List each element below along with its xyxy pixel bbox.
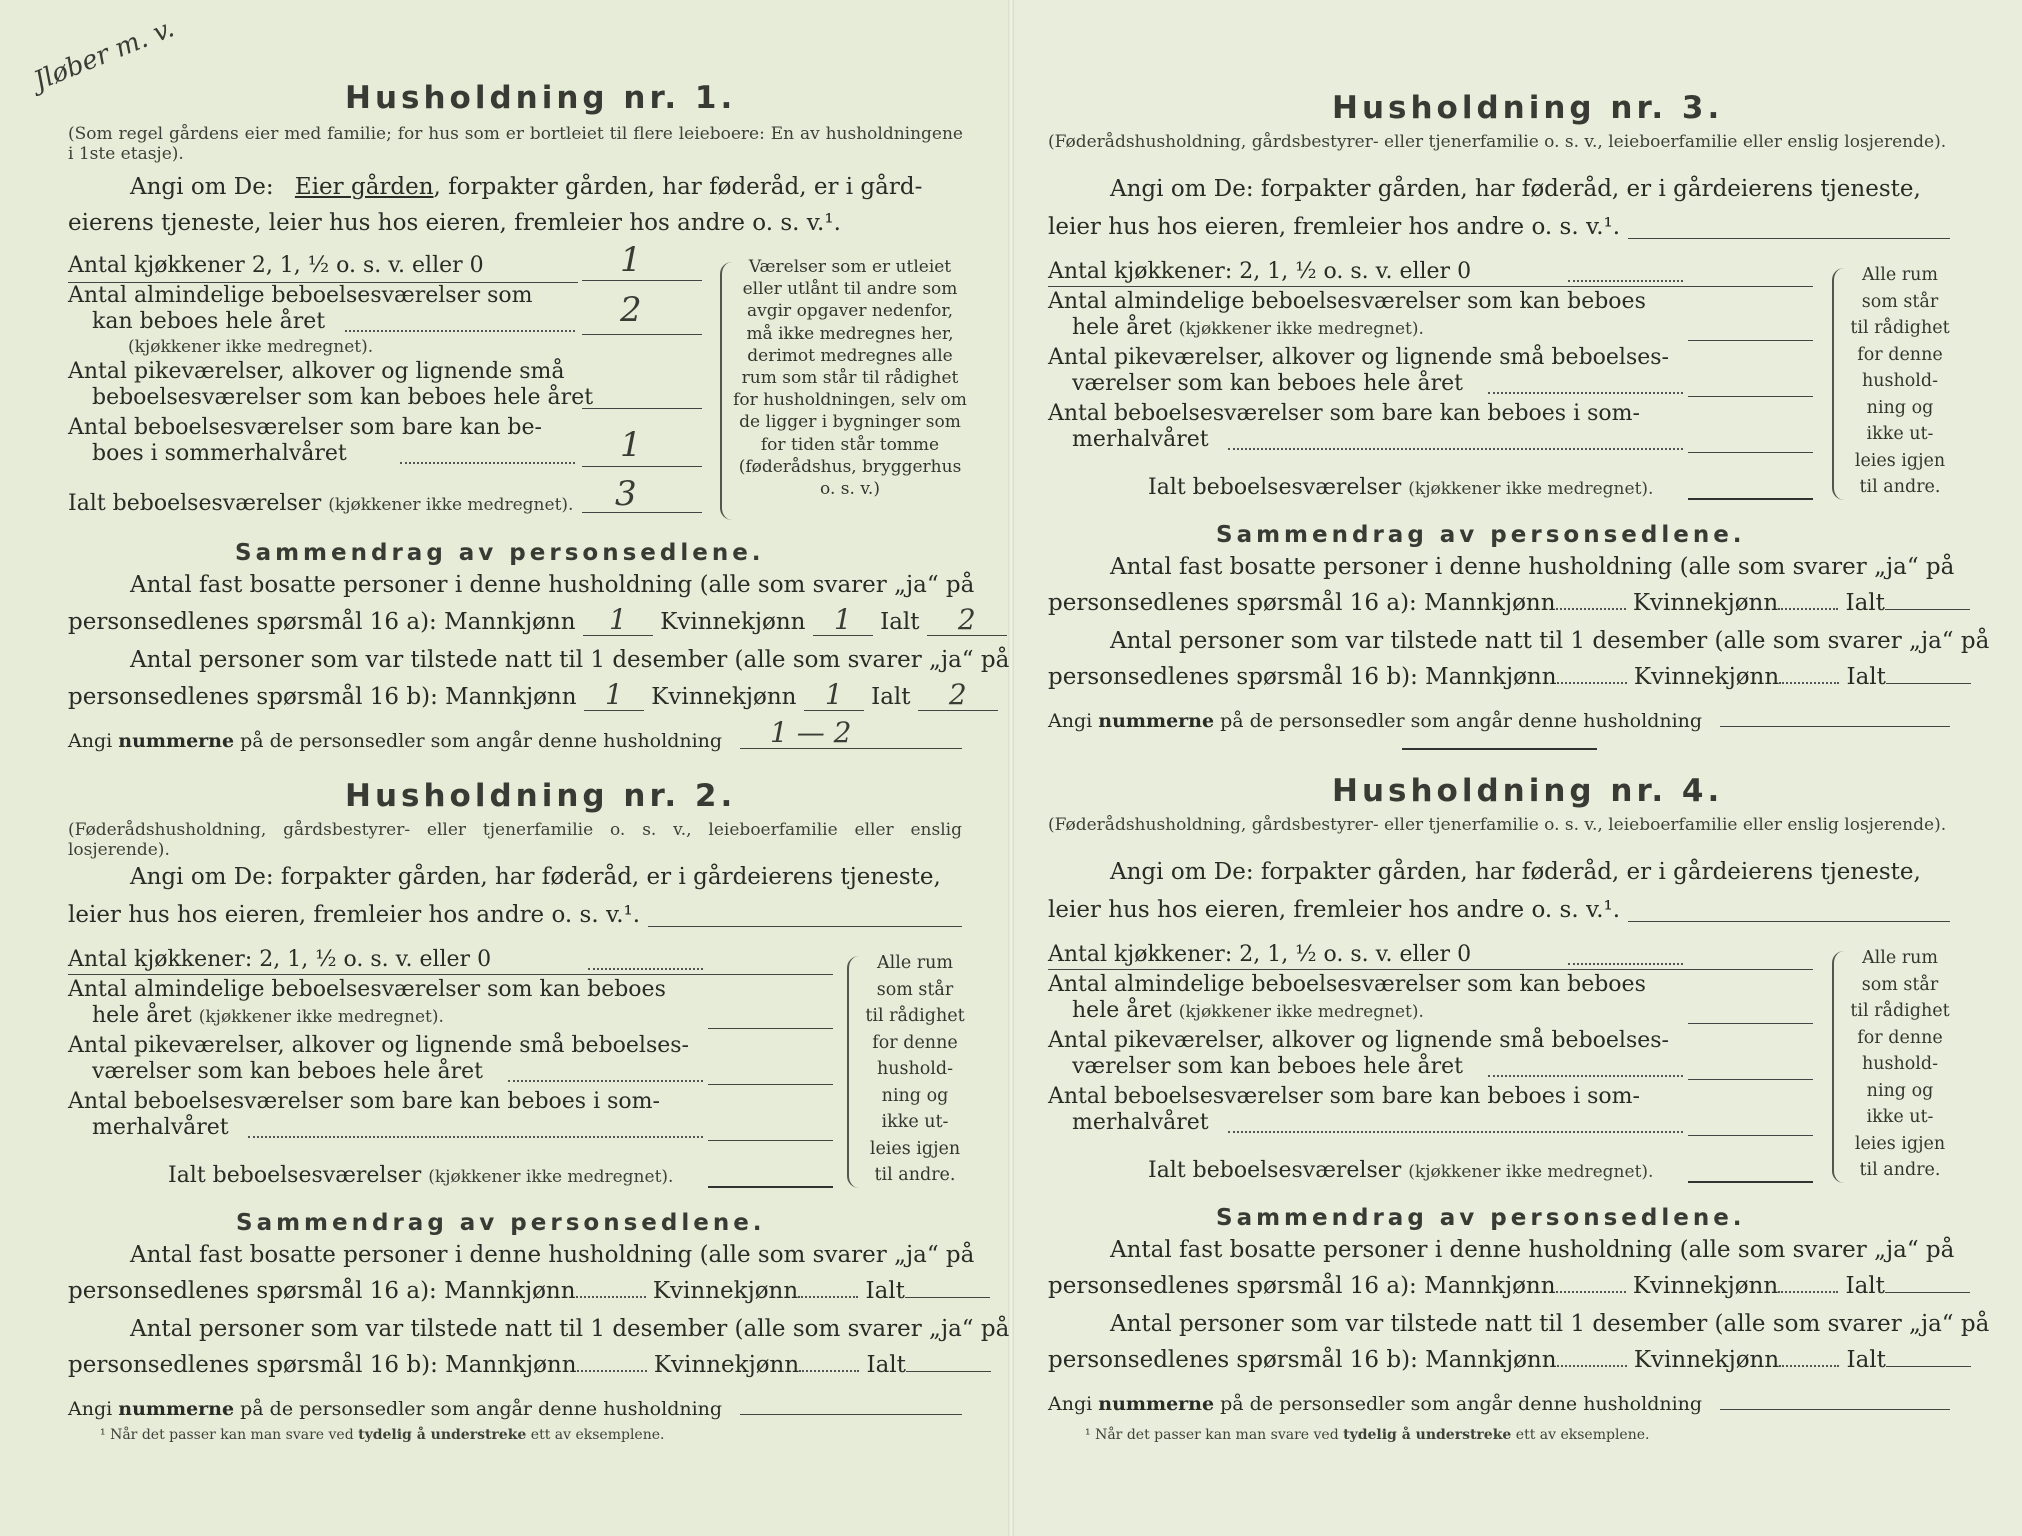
- h3-sammendrag: Sammendrag av personsedlene.: [1216, 522, 1746, 548]
- h2-pike-line: [708, 1084, 833, 1085]
- h1-title: Husholdning nr. 1.: [345, 80, 737, 116]
- h1-note-brace: [720, 262, 732, 520]
- h4-intro: (Føderådshusholdning, gårdsbestyrer- eller tjenerfamilie o. s. v., leieboerfamilie eller enslig losjerende).: [1048, 815, 1947, 835]
- h3-alm-3: (kjøkkener ikke medregnet).: [1178, 319, 1424, 339]
- h1-sammendrag: Sammendrag av personsedlene.: [235, 540, 765, 566]
- h1-fast-1: Antal fast bosatte personer i denne husholdning (alle som svarer „ja“ på: [130, 572, 975, 598]
- h3-room-note: Alle rum som står til rådighet for denne hushold- ning og ikke ut- leies igjen til andre.: [1850, 265, 1950, 497]
- h1-ialt-line: [582, 512, 702, 513]
- h2-alm-2-text: hele året: [92, 1003, 192, 1028]
- h3-kjokken: Antal kjøkkener: 2, 1, ½ o. s. v. eller 0: [1048, 259, 1472, 284]
- h4-ialt-text: Ialt beboelsesværelser: [1148, 1158, 1402, 1183]
- h2-pike-1: Antal pikeværelser, alkover og lignende små beboelses-: [68, 1033, 689, 1058]
- h4-ialt: [1148, 1157, 1653, 1185]
- h2-til-1: Antal personer som var tilstede natt til 1 desember (alle som svarer „ja“ på: [130, 1316, 1010, 1342]
- h1-til-mann: 1: [584, 680, 644, 711]
- h4-nummer-pre: Angi: [1048, 1393, 1093, 1415]
- h4-sommer-2: merhalvåret: [1072, 1110, 1209, 1135]
- section-separator: [1402, 748, 1597, 750]
- h1-intro: (Som regel gårdens eier med familie; for hus som er bortleiet til flere leieboere: En av husholdningene i 1ste etasje).: [68, 124, 963, 164]
- h3-title: Husholdning nr. 3.: [1332, 90, 1724, 126]
- h4-ialt-line: [1688, 1181, 1813, 1183]
- h3-til-ialt: Ialt: [1846, 664, 1886, 690]
- h3-fast-kvinne: Kvinnekjønn: [1632, 590, 1779, 616]
- h4-nummer: [1048, 1390, 1702, 1418]
- h4-til-kvinne: Kvinnekjønn: [1633, 1347, 1780, 1373]
- h2-alm-3: (kjøkkener ikke medregnet).: [198, 1007, 444, 1027]
- h2-ialt-text: Ialt beboelsesværelser: [168, 1163, 422, 1188]
- h3-kjokken-underline: [1048, 286, 1813, 287]
- h4-pike-dots: [1488, 1075, 1683, 1077]
- h2-til-ialt: Ialt: [866, 1352, 906, 1378]
- h3-angi-1: Angi om De: forpakter gården, har føderåd, er i gårdeierens tjeneste,: [1110, 176, 1921, 202]
- h1-angi-line2: eierens tjeneste, leier hus hos eieren, fremleier hos andre o. s. v.¹.: [68, 210, 841, 236]
- h1-nummer-pre: Angi: [68, 730, 113, 752]
- footnote-right: [1085, 1427, 1649, 1443]
- h1-sommer-dots: [400, 462, 575, 464]
- h4-pike-line: [1688, 1079, 1813, 1080]
- h2-angi-1: Angi om De: forpakter gården, har føderåd, er i gårdeierens tjeneste,: [130, 864, 941, 890]
- h1-angi-line1: [130, 172, 922, 202]
- h4-sommer-line: [1688, 1135, 1813, 1136]
- h1-alm-1: Antal almindelige beboelsesværelser som: [68, 283, 533, 308]
- h1-alm-value: 2: [620, 290, 642, 330]
- h2-nummer-rest: på de personsedler som angår denne husholdning: [240, 1398, 723, 1420]
- h1-pike-line: [582, 408, 702, 409]
- h2-kjokken: Antal kjøkkener: 2, 1, ½ o. s. v. eller 0: [68, 947, 492, 972]
- h1-sommer-value: 1: [620, 425, 642, 465]
- h3-fast-label: personsedlenes spørsmål 16 a): Mannkjønn: [1048, 590, 1556, 616]
- h1-nummer-rest: på de personsedler som angår denne husholdning: [240, 730, 723, 752]
- h2-til-label: personsedlenes spørsmål 16 b): Mannkjønn: [68, 1352, 577, 1378]
- h2-sommer-dots: [248, 1136, 703, 1138]
- footnote-left-num: ¹: [100, 1427, 106, 1443]
- h2-til-2: [68, 1350, 991, 1380]
- h4-angi-1: Angi om De: forpakter gården, har føderåd, er i gårdeierens tjeneste,: [1110, 859, 1921, 885]
- h2-room-note: Alle rum som står til rådighet for denne hushold- ning og ikke ut- leies igjen til andre.: [865, 953, 965, 1185]
- footnote-left: [100, 1427, 664, 1443]
- h4-til-ialt: Ialt: [1846, 1347, 1886, 1373]
- h3-nummer: [1048, 707, 1702, 735]
- h1-fast-ialt: 2: [927, 605, 1007, 636]
- h4-note-brace: [1832, 951, 1844, 1183]
- h1-ialt-label: [68, 490, 573, 518]
- h2-alm-line: [708, 1028, 833, 1029]
- h2-note-brace: [847, 956, 859, 1188]
- h1-til-2: [68, 680, 998, 712]
- h2-fast-label: personsedlenes spørsmål 16 a): Mannkjønn: [68, 1278, 576, 1304]
- h4-nummer-bold: nummerne: [1098, 1393, 1215, 1415]
- h2-angi-2: leier hus hos eieren, fremleier hos andre o. s. v.¹.: [68, 902, 641, 928]
- h1-alm-dots: [345, 330, 575, 332]
- h4-kjokken: Antal kjøkkener: 2, 1, ½ o. s. v. eller 0: [1048, 942, 1472, 967]
- h4-fast-kvinne: Kvinnekjønn: [1632, 1273, 1779, 1299]
- h3-pike-1: Antal pikeværelser, alkover og lignende små beboelses-: [1048, 345, 1669, 370]
- h4-til-1: Antal personer som var tilstede natt til 1 desember (alle som svarer „ja“ på: [1110, 1311, 1990, 1337]
- h3-pike-dots: [1488, 392, 1683, 394]
- h4-fast-label: personsedlenes spørsmål 16 a): Mannkjønn: [1048, 1273, 1556, 1299]
- h4-kjokken-dots: [1568, 963, 1683, 965]
- h2-ialt-sub: (kjøkkener ikke medregnet).: [428, 1167, 674, 1187]
- h3-pike-line: [1688, 396, 1813, 397]
- h2-kjokken-dots: [588, 968, 703, 970]
- h2-pike-dots: [508, 1080, 703, 1082]
- h1-angi-label: Angi om De:: [130, 174, 274, 200]
- h2-sommer-line: [708, 1140, 833, 1141]
- h4-title: Husholdning nr. 4.: [1332, 773, 1724, 809]
- h1-sommer-1: Antal beboelsesværelser som bare kan be-: [68, 415, 542, 440]
- h4-nummer-rest: på de personsedler som angår denne husholdning: [1220, 1393, 1703, 1415]
- h3-ialt-line: [1688, 498, 1813, 500]
- h2-alm-2: [92, 1002, 444, 1030]
- h1-til-kvinne: 1: [804, 680, 864, 711]
- h3-pike-2: værelser som kan beboes hele året: [1072, 371, 1463, 396]
- h4-alm-2: [1072, 997, 1424, 1025]
- h3-intro: (Føderådshusholdning, gårdsbestyrer- eller tjenerfamilie o. s. v., leieboerfamilie eller enslig losjerende).: [1048, 132, 1947, 152]
- h4-sammendrag: Sammendrag av personsedlene.: [1216, 1205, 1746, 1231]
- h1-angi-choice: Eier gården: [294, 174, 434, 200]
- h4-til-2: [1048, 1345, 1971, 1375]
- h2-ialt-line: [708, 1186, 833, 1188]
- h3-kjokken-dots: [1568, 280, 1683, 282]
- h4-sommer-dots: [1228, 1131, 1683, 1133]
- h4-fast-ialt: Ialt: [1845, 1273, 1885, 1299]
- footnote-left-pre: Når det passer kan man svare ved: [110, 1427, 354, 1443]
- h2-sommer-1: Antal beboelsesværelser som bare kan beboes i som-: [68, 1089, 660, 1114]
- h1-sommer-line: [582, 466, 702, 467]
- h1-kjokken-line: [582, 280, 702, 281]
- h1-sommer-2: boes i sommerhalvåret: [92, 441, 347, 466]
- h3-til-2: [1048, 662, 1971, 692]
- h2-fast-ialt: Ialt: [865, 1278, 905, 1304]
- h3-alm-2-text: hele året: [1072, 315, 1172, 340]
- h4-ialt-sub: (kjøkkener ikke medregnet).: [1408, 1162, 1654, 1182]
- h4-room-note: Alle rum som står til rådighet for denne hushold- ning og ikke ut- leies igjen til andre.: [1850, 948, 1950, 1180]
- h1-ialt-sub: (kjøkkener ikke medregnet).: [328, 495, 574, 515]
- h1-alm-3: (kjøkkener ikke medregnet).: [128, 337, 374, 357]
- footnote-right-rest: ett av eksemplene.: [1515, 1427, 1650, 1443]
- h3-sommer-dots: [1228, 448, 1683, 450]
- h2-fast-2: [68, 1276, 990, 1306]
- h4-sommer-1: Antal beboelsesværelser som bare kan beboes i som-: [1048, 1084, 1640, 1109]
- h2-fast-kvinne: Kvinnekjønn: [652, 1278, 799, 1304]
- h2-alm-1: Antal almindelige beboelsesværelser som kan beboes: [68, 977, 666, 1002]
- h4-nummer-line: [1720, 1409, 1950, 1410]
- h3-sommer-2: merhalvåret: [1072, 427, 1209, 452]
- h4-angi-line: [1628, 921, 1950, 922]
- h2-ialt: [168, 1162, 673, 1190]
- h3-ialt-sub: (kjøkkener ikke medregnet).: [1408, 479, 1654, 499]
- h2-title: Husholdning nr. 2.: [345, 778, 737, 814]
- h1-fast-kvinne: 1: [813, 605, 873, 636]
- h1-alm-line: [582, 334, 702, 335]
- h2-pike-2: værelser som kan beboes hele året: [92, 1059, 483, 1084]
- h4-angi-2: leier hus hos eieren, fremleier hos andre o. s. v.¹.: [1048, 897, 1621, 923]
- h3-angi-2: leier hus hos eieren, fremleier hos andre o. s. v.¹.: [1048, 214, 1621, 240]
- footnote-left-bold: tydelig å understreke: [358, 1427, 527, 1443]
- h1-pike-1: Antal pikeværelser, alkover og lignende små: [68, 359, 565, 384]
- h2-fast-1: Antal fast bosatte personer i denne husholdning (alle som svarer „ja“ på: [130, 1242, 975, 1268]
- h1-nummer-line: [740, 748, 962, 749]
- h4-kjokken-underline: [1048, 969, 1813, 970]
- footnote-right-pre: Når det passer kan man svare ved: [1095, 1427, 1339, 1443]
- h3-ialt-text: Ialt beboelsesværelser: [1148, 475, 1402, 500]
- h4-alm-3: (kjøkkener ikke medregnet).: [1178, 1002, 1424, 1022]
- h3-sommer-line: [1688, 452, 1813, 453]
- h2-til-kvinne: Kvinnekjønn: [653, 1352, 800, 1378]
- h1-fast-kvinne-label: Kvinnekjønn: [660, 609, 806, 635]
- h3-nummer-bold: nummerne: [1098, 710, 1215, 732]
- h2-nummer-pre: Angi: [68, 1398, 113, 1420]
- h1-fast-2: [68, 605, 1007, 637]
- h1-pike-2: beboelsesværelser som kan beboes hele året: [92, 385, 594, 410]
- h4-alm-line: [1688, 1023, 1813, 1024]
- h1-ialt-value: 3: [615, 474, 637, 514]
- page-fold: [1008, 0, 1014, 1536]
- h2-nummer-line: [740, 1414, 962, 1415]
- h2-sammendrag: Sammendrag av personsedlene.: [236, 1210, 766, 1236]
- h1-kjokken-label: Antal kjøkkener 2, 1, ½ o. s. v. eller 0: [68, 253, 484, 278]
- h1-til-ialt: 2: [918, 680, 998, 711]
- footnote-right-bold: tydelig å understreke: [1343, 1427, 1512, 1443]
- h1-alm-2: kan beboes hele året: [92, 309, 326, 334]
- h1-ialt-text: Ialt beboelsesværelser: [68, 491, 322, 516]
- h3-angi-line: [1628, 238, 1950, 239]
- h4-til-label: personsedlenes spørsmål 16 b): Mannkjønn: [1048, 1347, 1557, 1373]
- h3-til-kvinne: Kvinnekjønn: [1633, 664, 1780, 690]
- h3-sommer-1: Antal beboelsesværelser som bare kan beboes i som-: [1048, 401, 1640, 426]
- h3-fast-1: Antal fast bosatte personer i denne husholdning (alle som svarer „ja“ på: [1110, 554, 1955, 580]
- h1-nummer-bold: nummerne: [118, 730, 235, 752]
- h1-fast-label: personsedlenes spørsmål 16 a): Mannkjønn: [68, 609, 576, 635]
- h1-angi-rest: , forpakter gården, har føderåd, er i gård-: [433, 174, 923, 200]
- h4-pike-2: værelser som kan beboes hele året: [1072, 1054, 1463, 1079]
- h4-alm-2-text: hele året: [1072, 998, 1172, 1023]
- h1-room-note: Værelser som er utleiet eller utlånt til andre som avgir opgaver nedenfor, må ikke medregnes her, derimot medregnes alle rum som står til rådighet for husholdningen, selv om de ligger i bygninger som for tiden står tomme (føderådshus, bryggerhus o. s. v.): [733, 257, 967, 500]
- h2-intro: (Føderådshusholdning, gårdsbestyrer- eller tjenerfamilie o. s. v., leieboerfamilie eller enslig losjerende).: [68, 820, 962, 860]
- h1-fast-mann: 1: [583, 605, 653, 636]
- h1-fast-ialt-label: Ialt: [880, 609, 920, 635]
- h1-nummer-value: 1 — 2: [770, 716, 852, 749]
- h3-nummer-pre: Angi: [1048, 710, 1093, 732]
- h1-til-ialt-label: Ialt: [871, 684, 911, 710]
- h1-til-kvinne-label: Kvinnekjønn: [651, 684, 797, 710]
- h3-note-brace: [1832, 268, 1844, 500]
- h3-ialt: [1148, 474, 1653, 502]
- h3-nummer-rest: på de personsedler som angår denne husholdning: [1220, 710, 1703, 732]
- h3-fast-2: [1048, 588, 1970, 618]
- h3-fast-ialt: Ialt: [1845, 590, 1885, 616]
- h4-fast-1: Antal fast bosatte personer i denne husholdning (alle som svarer „ja“ på: [1110, 1237, 1955, 1263]
- h2-kjokken-underline: [68, 974, 833, 975]
- h1-til-label: personsedlenes spørsmål 16 b): Mannkjønn: [68, 684, 577, 710]
- h3-alm-line: [1688, 340, 1813, 341]
- h2-angi-line: [648, 926, 962, 927]
- h2-nummer-bold: nummerne: [118, 1398, 235, 1420]
- h3-til-1: Antal personer som var tilstede natt til 1 desember (alle som svarer „ja“ på: [1110, 628, 1990, 654]
- h3-alm-1: Antal almindelige beboelsesværelser som kan beboes: [1048, 289, 1646, 314]
- h4-fast-2: [1048, 1271, 1970, 1301]
- footnote-left-rest: ett av eksemplene.: [530, 1427, 665, 1443]
- h1-kjokken-value: 1: [620, 240, 642, 280]
- h4-alm-1: Antal almindelige beboelsesværelser som kan beboes: [1048, 972, 1646, 997]
- h3-nummer-line: [1720, 726, 1950, 727]
- h1-nummer: [68, 727, 722, 755]
- h2-nummer: [68, 1395, 722, 1423]
- footnote-right-num: ¹: [1085, 1427, 1091, 1443]
- h4-pike-1: Antal pikeværelser, alkover og lignende små beboelses-: [1048, 1028, 1669, 1053]
- h3-alm-2: [1072, 314, 1424, 342]
- margin-note: Jløber m. v.: [29, 13, 179, 97]
- h2-sommer-2: merhalvåret: [92, 1115, 229, 1140]
- h3-til-label: personsedlenes spørsmål 16 b): Mannkjønn: [1048, 664, 1557, 690]
- h1-til-1: Antal personer som var tilstede natt til 1 desember (alle som svarer „ja“ på: [130, 647, 1010, 673]
